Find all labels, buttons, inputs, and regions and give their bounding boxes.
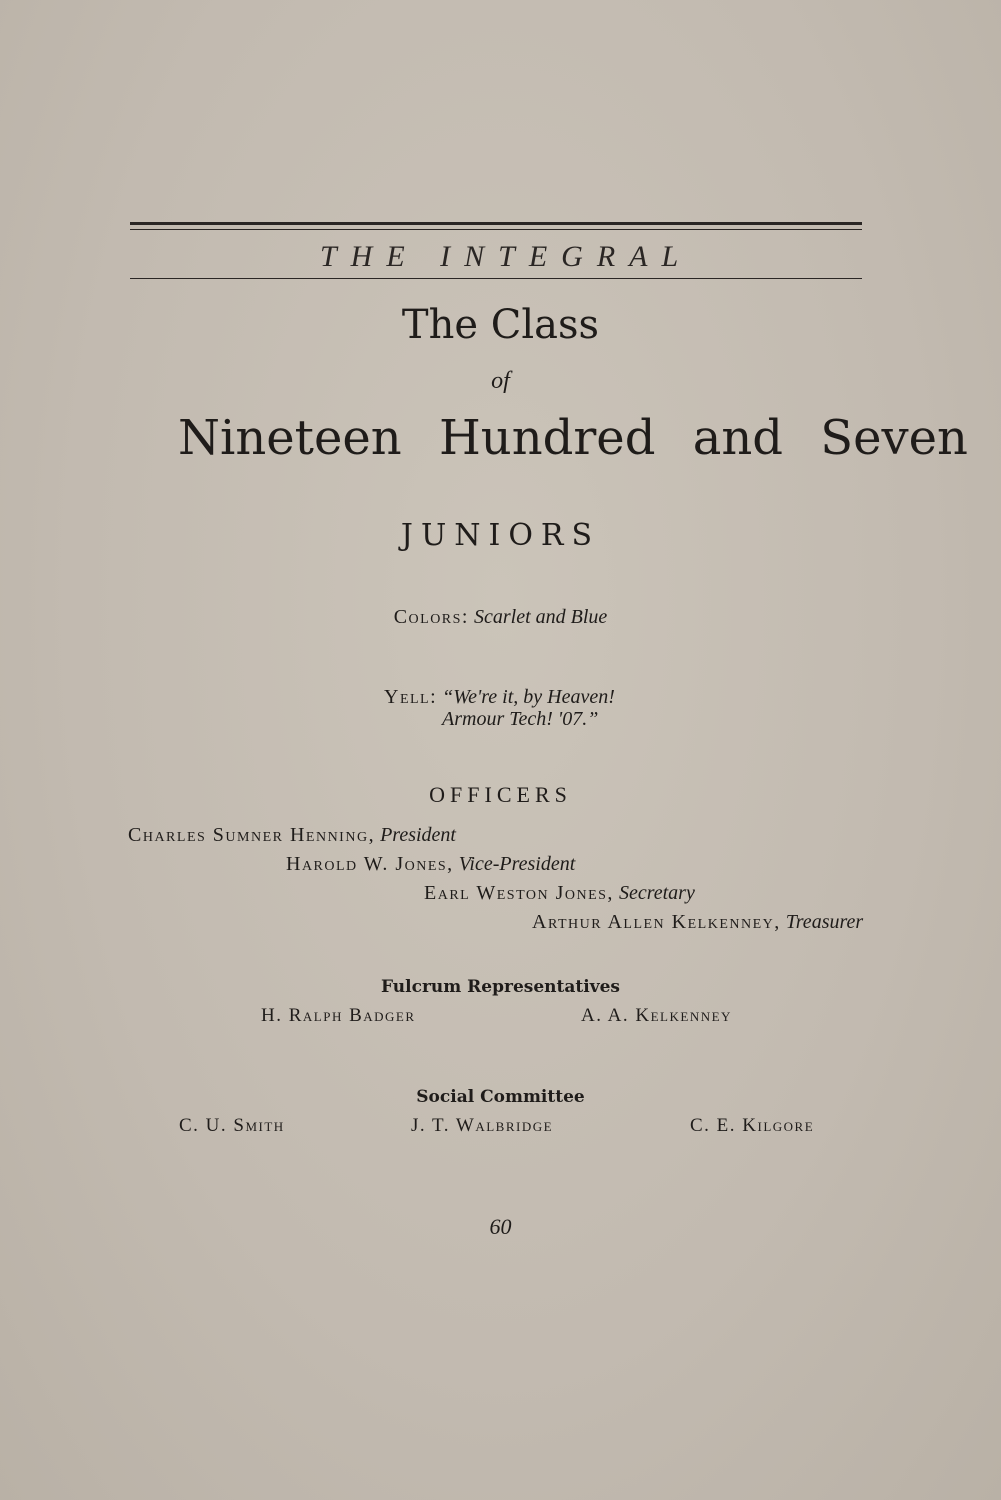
officer-name: Arthur Allen Kelkenney, [532,911,781,933]
fulcrum-member-2: A. A. Kelkenney [581,1005,732,1026]
officer-treasurer [532,911,863,934]
yell-text-2: Armour Tech! '07.” [442,708,599,730]
officer-role: Treasurer [785,911,864,933]
officer-role: President [380,824,456,846]
header-rule-top [130,222,862,225]
section-heading: JUNIORS [400,518,601,553]
header-rule-top-thin [130,229,862,230]
page-title-line2: of [491,368,510,394]
fulcrum-member-1: H. Ralph Badger [261,1005,416,1026]
running-title: THE INTEGRAL [320,240,693,273]
colors-label: Colors: [393,606,469,628]
officers-heading: OFFICERS [429,782,572,807]
officer-name: Harold W. Jones, [286,853,454,875]
social-member-2: J. T. Walbridge [411,1115,554,1136]
officer-vice-president [286,853,575,876]
officer-role: Vice-President [458,853,576,875]
colors-value: Scarlet and Blue [473,606,608,628]
yell-label: Yell: [384,686,438,708]
header-rule-bottom [130,278,862,279]
officer-name: Charles Sumner Henning, [128,824,376,846]
officer-name: Earl Weston Jones, [424,882,614,904]
yell-text-1: “We're it, by Heaven! [442,686,615,708]
page-number: 60 [489,1214,512,1239]
social-member-3: C. E. Kilgore [690,1115,815,1136]
officer-president [128,824,456,847]
officer-role: Secretary [618,882,695,904]
yell-line1 [384,686,615,709]
page-title-line3: Nineteen Hundred and Seven [178,410,968,466]
social-heading: Social Committee [416,1087,585,1107]
page-title-line1: The Class [401,302,600,348]
colors-line [0,606,1001,629]
officer-secretary [424,882,695,905]
social-member-1: C. U. Smith [179,1115,285,1136]
fulcrum-heading: Fulcrum Representatives [381,977,620,997]
